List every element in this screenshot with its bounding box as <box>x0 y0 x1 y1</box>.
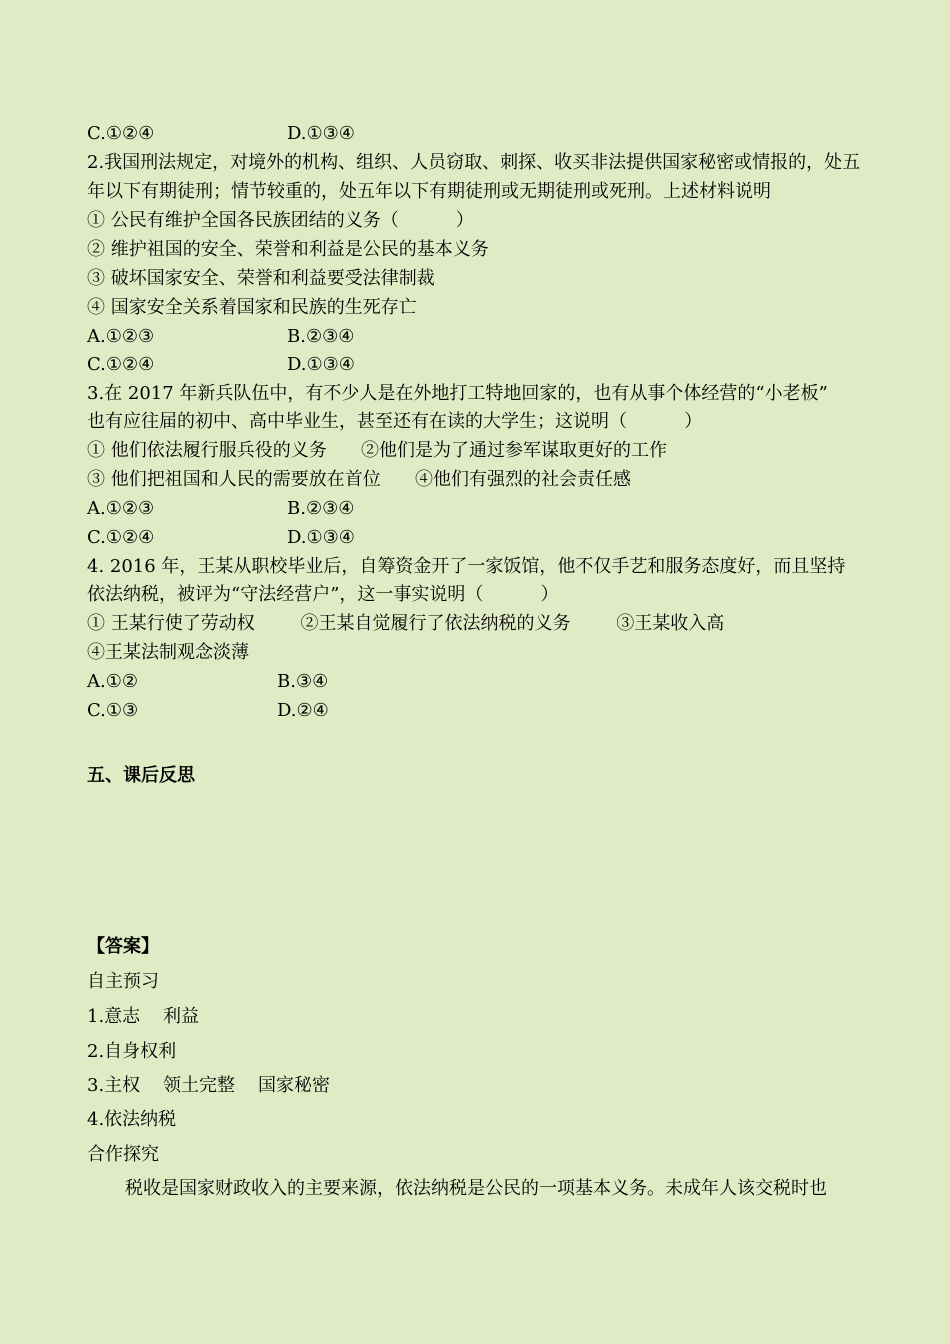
q3-items-line1: ① 他们依法履行服兵役的义务 ②他们是为了通过参军谋取更好的工作 <box>87 440 668 461</box>
q1-option-d: D.①③④ <box>287 123 355 144</box>
q3-option-d: D.①③④ <box>287 527 355 548</box>
q2-option-b: B.②③④ <box>287 326 355 347</box>
answer-1: 1.意志 利益 <box>87 1006 200 1027</box>
answers-preview-label: 自主预习 <box>87 971 159 992</box>
q3-option-a: A.①②③ <box>87 498 155 519</box>
q2-option-d: D.①③④ <box>287 354 355 375</box>
answers-coop-text: 税收是国家财政收入的主要来源，依法纳税是公民的一项基本义务。未成年人该交税时也 <box>125 1178 827 1199</box>
answers-title: 【答案】 <box>87 936 159 957</box>
q4-option-d: D.②④ <box>277 700 329 721</box>
q3-option-c: C.①②④ <box>87 527 155 548</box>
q3-items-line2: ③ 他们把祖国和人民的需要放在首位 ④他们有强烈的社会责任感 <box>87 469 632 490</box>
q4-option-b: B.③④ <box>277 671 329 692</box>
answer-4: 4.依法纳税 <box>87 1109 177 1130</box>
q2-option-a: A.①②③ <box>87 326 155 347</box>
q2-stem-line1: 2.我国刑法规定，对境外的机构、组织、人员窃取、刺探、收买非法提供国家秘密或情报的，处五 <box>87 152 861 173</box>
q4-stem-line2: 依法纳税，被评为“守法经营户”，这一事实说明（ ） <box>87 584 559 605</box>
q4-items-line1: ① 王某行使了劳动权 ②王某自觉履行了依法纳税的义务 ③王某收入高 <box>87 613 725 634</box>
answer-3: 3.主权 领土完整 国家秘密 <box>87 1075 330 1096</box>
q4-option-a: A.①② <box>87 671 138 692</box>
q3-stem-line1: 3.在 2017 年新兵队伍中，有不少人是在外地打工特地回家的，也有从事个体经营的“小老板” <box>87 383 828 404</box>
q2-stem-line2: 年以下有期徒刑；情节较重的，处五年以下有期徒刑或无期徒刑或死刑。上述材料说明 <box>87 181 771 202</box>
q4-stem-line1: 4. 2016 年，王某从职校毕业后，自筹资金开了一家饭馆，他不仅手艺和服务态度好，而且坚持 <box>87 556 846 577</box>
q2-item-1: ① 公民有维护全国各民族团结的义务（ ） <box>87 210 474 231</box>
q2-item-2: ② 维护祖国的安全、荣誉和利益是公民的基本义务 <box>87 239 489 260</box>
q3-stem-line2: 也有应往届的初中、高中毕业生，甚至还有在读的大学生；这说明（ ） <box>87 411 703 432</box>
q4-items-line2: ④王某法制观念淡薄 <box>87 642 249 663</box>
q3-option-b: B.②③④ <box>287 498 355 519</box>
q4-option-c: C.①③ <box>87 700 139 721</box>
q2-item-3: ③ 破坏国家安全、荣誉和利益要受法律制裁 <box>87 268 435 289</box>
q2-item-4: ④ 国家安全关系着国家和民族的生死存亡 <box>87 297 417 318</box>
answer-2: 2.自身权利 <box>87 1041 177 1062</box>
answers-coop-label: 合作探究 <box>87 1144 159 1165</box>
q2-option-c: C.①②④ <box>87 354 155 375</box>
section5-title: 五、课后反思 <box>87 765 195 786</box>
q1-option-c: C.①②④ <box>87 123 155 144</box>
